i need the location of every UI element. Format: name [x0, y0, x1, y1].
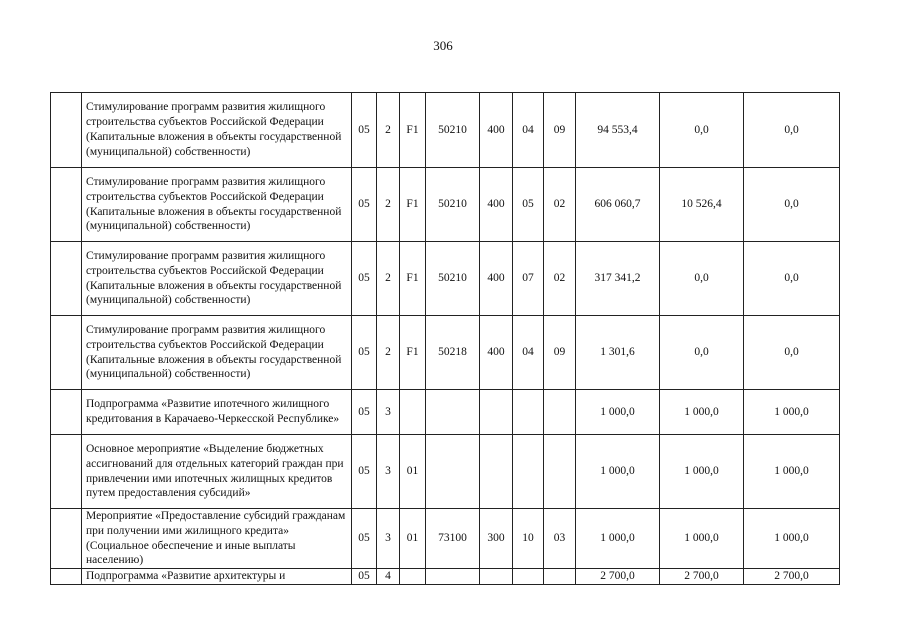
code-cell-c2: 3: [377, 435, 400, 509]
code-cell-c7: 03: [544, 509, 576, 569]
item-name-cell: Подпрограмма «Развитие архитектуры и: [82, 569, 352, 585]
table-row: [51, 316, 840, 390]
code-cell-c5: 400: [480, 242, 513, 316]
code-cell-c6: [513, 390, 544, 435]
code-cell-c3: F1: [400, 93, 426, 168]
code-cell-c2: 3: [377, 509, 400, 569]
code-cell-c1: 05: [352, 390, 377, 435]
row-margin-cell: [51, 435, 82, 509]
code-cell-c2: 4: [377, 569, 400, 585]
code-cell-c3: F1: [400, 242, 426, 316]
amount-cell-v1: 94 553,4: [576, 93, 660, 168]
code-cell-c6: 07: [513, 242, 544, 316]
code-cell-c2: 3: [377, 390, 400, 435]
amount-cell-v3: 0,0: [744, 316, 840, 390]
amount-cell-v1: 1 000,0: [576, 435, 660, 509]
item-name-cell: Стимулирование программ развития жилищного строительства субъектов Российской Федерации (Капитальные вложения в объекты государственной (муниципальной) собственности): [82, 242, 352, 316]
code-cell-c1: 05: [352, 93, 377, 168]
amount-cell-v3: 0,0: [744, 168, 840, 242]
code-cell-c2: 2: [377, 93, 400, 168]
code-cell-c7: [544, 390, 576, 435]
code-cell-c4: 50210: [426, 168, 480, 242]
code-cell-c7: 09: [544, 93, 576, 168]
code-cell-c7: [544, 569, 576, 585]
item-name-cell: Стимулирование программ развития жилищного строительства субъектов Российской Федерации (Капитальные вложения в объекты государственной (муниципальной) собственности): [82, 316, 352, 390]
code-cell-c3: F1: [400, 168, 426, 242]
code-cell-c4: [426, 569, 480, 585]
code-cell-c5: [480, 435, 513, 509]
amount-cell-v3: 1 000,0: [744, 390, 840, 435]
code-cell-c3: 01: [400, 435, 426, 509]
table-row: [51, 168, 840, 242]
code-cell-c1: 05: [352, 316, 377, 390]
amount-cell-v3: 2 700,0: [744, 569, 840, 585]
page-number: 306: [433, 38, 453, 53]
amount-cell-v1: 1 301,6: [576, 316, 660, 390]
row-margin-cell: [51, 93, 82, 168]
code-cell-c4: 50210: [426, 93, 480, 168]
row-margin-cell: [51, 316, 82, 390]
code-cell-c5: 300: [480, 509, 513, 569]
code-cell-c6: [513, 569, 544, 585]
code-cell-c2: 2: [377, 242, 400, 316]
code-cell-c2: 2: [377, 168, 400, 242]
code-cell-c7: 02: [544, 242, 576, 316]
table-row: [51, 509, 840, 569]
amount-cell-v3: 0,0: [744, 242, 840, 316]
code-cell-c6: [513, 435, 544, 509]
amount-cell-v1: 1 000,0: [576, 509, 660, 569]
code-cell-c3: 01: [400, 509, 426, 569]
row-margin-cell: [51, 168, 82, 242]
code-cell-c5: 400: [480, 168, 513, 242]
amount-cell-v2: 1 000,0: [660, 390, 744, 435]
table-row: [51, 242, 840, 316]
amount-cell-v1: 2 700,0: [576, 569, 660, 585]
code-cell-c2: 2: [377, 316, 400, 390]
amount-cell-v2: 2 700,0: [660, 569, 744, 585]
code-cell-c1: 05: [352, 435, 377, 509]
amount-cell-v3: 0,0: [744, 93, 840, 168]
code-cell-c7: 09: [544, 316, 576, 390]
item-name-cell: Подпрограмма «Развитие ипотечного жилищного кредитования в Карачаево-Черкесской Республике»: [82, 390, 352, 435]
amount-cell-v1: 1 000,0: [576, 390, 660, 435]
row-margin-cell: [51, 569, 82, 585]
code-cell-c4: 73100: [426, 509, 480, 569]
code-cell-c4: [426, 390, 480, 435]
item-name-cell: Основное мероприятие «Выделение бюджетных ассигнований для отдельных категорий граждан при привлечении ими ипотечных жилищных кредитов путем предоставления субсидий»: [82, 435, 352, 509]
code-cell-c4: 50210: [426, 242, 480, 316]
code-cell-c6: 04: [513, 93, 544, 168]
amount-cell-v3: 1 000,0: [744, 435, 840, 509]
amount-cell-v2: 0,0: [660, 93, 744, 168]
item-name-cell: Мероприятие «Предоставление субсидий гражданам при получении ими жилищного кредита» (Социальное обеспечение и иные выплаты населению): [82, 509, 352, 569]
item-name-cell: Стимулирование программ развития жилищного строительства субъектов Российской Федерации (Капитальные вложения в объекты государственной (муниципальной) собственности): [82, 93, 352, 168]
code-cell-c4: 50218: [426, 316, 480, 390]
code-cell-c6: 05: [513, 168, 544, 242]
code-cell-c6: 04: [513, 316, 544, 390]
amount-cell-v1: 606 060,7: [576, 168, 660, 242]
code-cell-c1: 05: [352, 242, 377, 316]
code-cell-c3: F1: [400, 316, 426, 390]
table-row: [51, 390, 840, 435]
table-row: [51, 435, 840, 509]
amount-cell-v2: 1 000,0: [660, 509, 744, 569]
code-cell-c5: [480, 569, 513, 585]
item-name-cell: Стимулирование программ развития жилищного строительства субъектов Российской Федерации (Капитальные вложения в объекты государственной (муниципальной) собственности): [82, 168, 352, 242]
code-cell-c5: 400: [480, 316, 513, 390]
row-margin-cell: [51, 390, 82, 435]
amount-cell-v2: 0,0: [660, 316, 744, 390]
code-cell-c1: 05: [352, 569, 377, 585]
amount-cell-v2: 0,0: [660, 242, 744, 316]
code-cell-c7: [544, 435, 576, 509]
amount-cell-v2: 1 000,0: [660, 435, 744, 509]
code-cell-c6: 10: [513, 509, 544, 569]
table-row: [51, 569, 840, 585]
code-cell-c7: 02: [544, 168, 576, 242]
row-margin-cell: [51, 509, 82, 569]
code-cell-c1: 05: [352, 509, 377, 569]
code-cell-c5: 400: [480, 93, 513, 168]
code-cell-c1: 05: [352, 168, 377, 242]
amount-cell-v1: 317 341,2: [576, 242, 660, 316]
code-cell-c5: [480, 390, 513, 435]
code-cell-c3: [400, 569, 426, 585]
budget-table: [50, 92, 840, 585]
amount-cell-v2: 10 526,4: [660, 168, 744, 242]
code-cell-c3: [400, 390, 426, 435]
table-row: [51, 93, 840, 168]
code-cell-c4: [426, 435, 480, 509]
row-margin-cell: [51, 242, 82, 316]
amount-cell-v3: 1 000,0: [744, 509, 840, 569]
